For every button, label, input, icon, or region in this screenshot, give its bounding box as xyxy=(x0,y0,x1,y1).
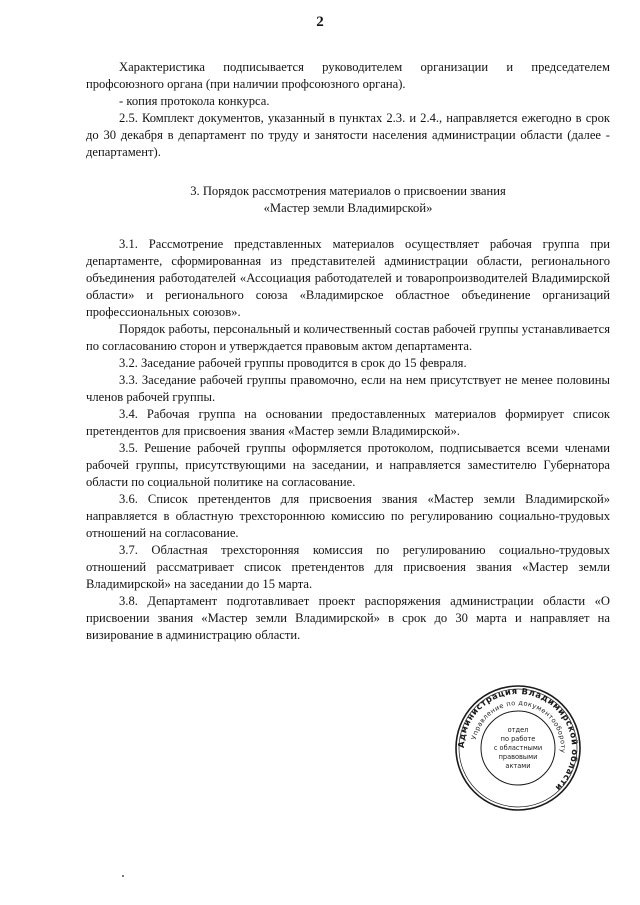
paragraph-3-8: 3.8. Департамент подготавливает проект распоряжения администрации области «О присвоении звания «Мастер земли Владимирской» в срок до 30 марта и направляет на визирование в администрацию области. xyxy=(86,594,610,642)
stamp-center-line-1: отдел xyxy=(507,726,529,734)
paragraph-3-3: 3.3. Заседание рабочей группы правомочно, если на нем присутствует не менее половины членов рабочей группы. xyxy=(86,373,610,404)
document-top-block xyxy=(86,59,610,161)
paragraph-3-1: 3.1. Рассмотрение представленных материалов осуществляет рабочая группа при департаменте, сформированная из представителей администрации области, регионального объединения работодателей «Ассоциация работодателей и товаропроизводителей Владимирской области» и регионального союза «Владимирское областное объединение организаций профессиональных союзов». xyxy=(86,237,610,319)
paragraph-3-1-order: Порядок работы, персональный и количественный состав рабочей группы устанавливается по согласованию сторон и утверждается правовым актом департамента. xyxy=(86,322,610,353)
paragraph-3-5: 3.5. Решение рабочей группы оформляется протоколом, подписывается всеми членами рабочей группы, присутствующими на заседании, и направляется заместителю Губернатора области по социальной политике на согласование. xyxy=(86,441,610,489)
page-number: 2 xyxy=(316,14,324,30)
stamp-ring-text: Администрация Владимирской области xyxy=(455,685,581,794)
stamp-inner-ring-text: Управление по документообороту xyxy=(469,698,568,754)
scan-speck xyxy=(122,875,124,877)
paragraph-3-2: 3.2. Заседание рабочей группы проводится в срок до 15 февраля. xyxy=(119,356,467,370)
section-title-line-2: «Мастер земли Владимирской» xyxy=(263,201,433,215)
paragraph-3-7: 3.7. Областная трехсторонняя комиссия по регулированию социально-трудовых отношений рассматривает список претендентов для присвоения звания «Мастер земли Владимирской» на заседании до 15 марта. xyxy=(86,543,610,591)
section-heading xyxy=(86,183,610,217)
stamp-center-line-2: по работе xyxy=(500,735,536,743)
stamp-center-line-5: актами xyxy=(505,762,531,770)
paragraph-3-6: 3.6. Список претендентов для присвоения звания «Мастер земли Владимирской» направляется в областную трехстороннюю комиссию по регулированию социально-трудовых отношений на согласование. xyxy=(86,492,610,540)
official-seal-stamp xyxy=(454,684,582,812)
stamp-center-line-4: правовыми xyxy=(498,753,538,761)
section-body xyxy=(86,236,610,644)
paragraph-protocol-copy: - копия протокола конкурса. xyxy=(119,94,270,108)
paragraph-characteristic: Характеристика подписывается руководителем организации и председателем профсоюзного органа (при наличии профсоюзного органа). xyxy=(86,60,610,91)
paragraph-3-4: 3.4. Рабочая группа на основании предоставленных материалов формирует список претендентов для присвоения звания «Мастер земли Владимирской». xyxy=(86,407,610,438)
stamp-center-line-3: с областными xyxy=(493,744,543,752)
section-title-line-1: 3. Порядок рассмотрения материалов о присвоении звания xyxy=(190,184,506,198)
paragraph-2-5: 2.5. Комплект документов, указанный в пунктах 2.3. и 2.4., направляется ежегодно в срок до 30 декабря в департамент по труду и занятости населения администрации области (далее - департамент). xyxy=(86,111,610,159)
